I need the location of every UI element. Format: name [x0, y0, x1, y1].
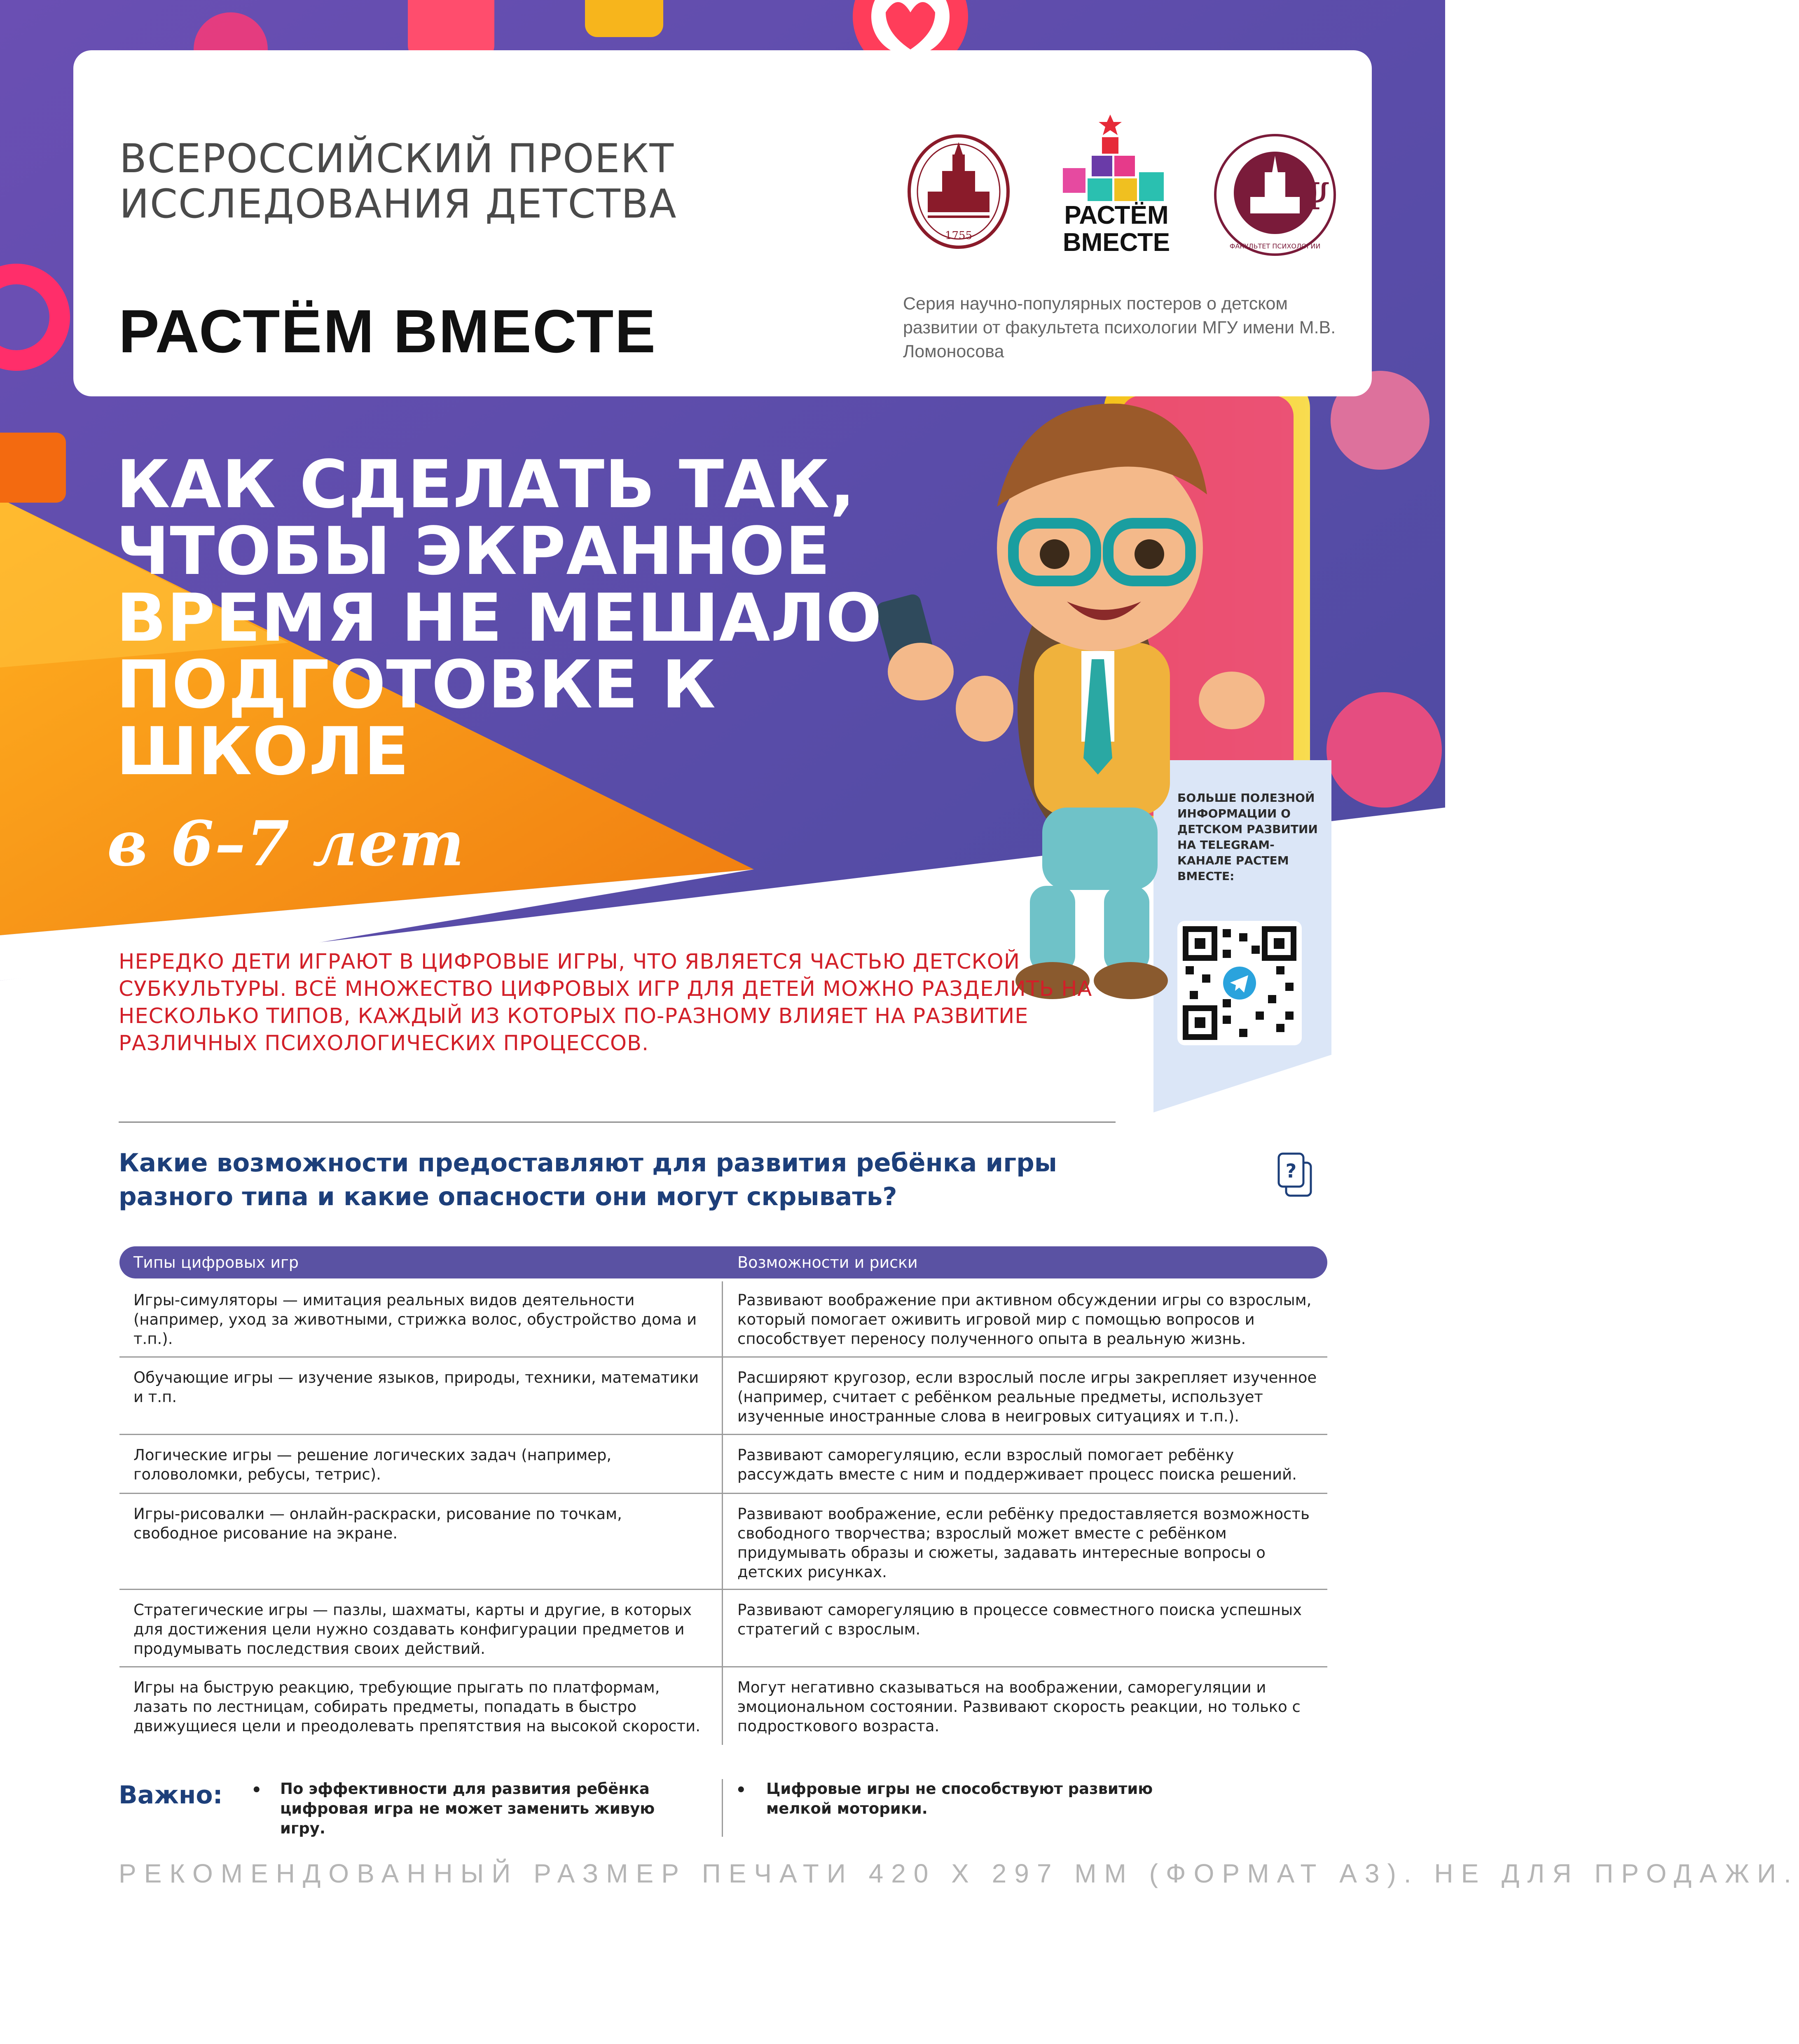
lightning-icon	[585, 0, 663, 37]
important-label: Важно:	[119, 1781, 223, 1810]
table-row	[119, 1495, 1327, 1590]
orange-cube-icon	[0, 433, 66, 503]
msu-logo-year: 1755	[945, 229, 973, 242]
question-icon	[1276, 1150, 1314, 1200]
psy-logo-text: ФАКУЛЬТЕТ ПСИХОЛОГИИ	[1229, 242, 1321, 250]
column-header-opportunities-risks: Возможности и риски	[737, 1253, 918, 1271]
main-title: КАК СДЕЛАТЬ ТАК, ЧТОБЫ ЭКРАННОЕ ВРЕМЯ НЕ МЕШАЛО ПОДГОТОВКЕ К ШКОЛЕ	[116, 446, 882, 790]
psychology-faculty-logo	[1211, 131, 1339, 259]
bullet: •	[736, 1781, 746, 1800]
qr-panel-text: БОЛЬШЕ ПОЛЕЗНОЙ ИНФОРМАЦИИ О ДЕТСКОМ РАЗВИТИИ НА TELEGRAM- КАНАЛЕ РАСТЕМ ВМЕСТЕ:	[1177, 791, 1318, 883]
row-divider	[119, 1493, 1327, 1494]
column-header-game-types: Типы цифровых игр	[133, 1253, 299, 1271]
table-row	[119, 1359, 1327, 1435]
table-row	[119, 1281, 1327, 1358]
row-divider	[119, 1666, 1327, 1667]
row-divider	[119, 1356, 1327, 1358]
msu-logo	[903, 130, 1014, 253]
column-divider	[722, 1281, 723, 1745]
game-type-cell: Игры-симуляторы — имитация реальных видов деятельности (например, уход за животными, стрижка волос, обустройство дома и т.п.).	[133, 1291, 697, 1348]
table-header	[119, 1246, 1327, 1278]
intro-text: НЕРЕДКО ДЕТИ ИГРАЮТ В ЦИФРОВЫЕ ИГРЫ, ЧТО ЯВЛЯЕТСЯ ЧАСТЬЮ ДЕТСКОЙ СУБКУЛЬТУРЫ. ВСЁ МНОЖЕСТВО ЦИФРОВЫХ ИГР ДЛЯ ДЕТЕЙ МОЖНО РАЗДЕЛИТЬ НА НЕСКОЛЬКО ТИПОВ, КАЖДЫЙ ИЗ КОТОРЫХ ПО-РАЗНОМУ ВЛИЯЕТ НА РАЗВИТИЕ РАЗЛИЧНЫХ ПСИХОЛОГИЧЕСКИХ ПРОЦЕССОВ.	[119, 950, 1093, 1056]
table-row	[119, 1436, 1327, 1494]
effect-cell: Развивают воображение, если ребёнку предоставляется возможность свободного творчества; взрослый может вместе с ребёнком придумывать образы и сюжеты, задавать интересные вопросы о детских рисунках.	[737, 1505, 1310, 1581]
game-type-cell: Игры-рисовалки — онлайн-раскраски, рисование по точкам, свободное рисование на экране.	[133, 1505, 622, 1542]
telegram-qr-code[interactable]	[1177, 921, 1302, 1045]
row-divider	[119, 1434, 1327, 1435]
effect-cell: Расширяют кругозор, если взрослый после игры закрепляет изученное (например, считает с ребёнком реальные предметы, использует изученные иностранные слова в неигровых ситуациях и т.п.).	[737, 1369, 1317, 1425]
effect-cell: Развивают саморегуляцию, если взрослый помогает ребёнку рассуждать вместе с ним и поддерживает процесс поиска решений.	[737, 1446, 1297, 1483]
bullet: •	[251, 1781, 262, 1800]
project-title: РАСТЁМ ВМЕСТЕ	[119, 297, 657, 365]
game-type-cell: Обучающие игры — изучение языков, природы, техники, математики и т.п.	[133, 1369, 699, 1406]
game-type-cell: Логические игры — решение логических задач (например, головоломки, ребусы, тетрис).	[133, 1446, 612, 1483]
project-subtitle: ВСЕРОССИЙСКИЙ ПРОЕКТ ИССЛЕДОВАНИЯ ДЕТСТВА	[119, 136, 677, 227]
rastem-vmeste-logo-text: РАСТЁМ ВМЕСТЕ	[1062, 201, 1170, 257]
effect-cell: Развивают воображение при активном обсуждении игры со взрослым, который помогает оживить игровой мир с помощью вопросов и способствует переносу полученного опыта в реальную жизнь.	[737, 1291, 1312, 1348]
table-row	[119, 1591, 1327, 1667]
question-heading: Какие возможности предоставляют для развития ребёнка игры разного типа и какие опасности они могут скрывать?	[119, 1148, 1057, 1211]
age-subtitle: в 6–7 лет	[107, 808, 465, 880]
table-row	[119, 1669, 1327, 1745]
important-item: Цифровые игры не способствуют развитию мелкой моторики.	[766, 1780, 1153, 1817]
print-size-note: РЕКОМЕНДОВАННЫЙ РАЗМЕР ПЕЧАТИ 420 Х 297 ММ (ФОРМАТ А3). НЕ ДЛЯ ПРОДАЖИ.	[119, 1859, 1799, 1888]
important-item: По эффективности для развития ребёнка цифровая игра не может заменить живую игру.	[280, 1780, 655, 1837]
divider	[119, 1122, 1116, 1123]
game-type-cell: Стратегические игры — пазлы, шахматы, карты и другие, в которых для достижения цели нужно создавать конфигурации предметов и продумывать последствия своих действий.	[133, 1601, 692, 1658]
row-divider	[119, 1589, 1327, 1590]
effect-cell: Развивают саморегуляцию в процессе совместного поиска успешных стратегий с взрослым.	[737, 1601, 1302, 1638]
game-type-cell: Игры на быструю реакцию, требующие прыгать по платформам, лазать по лестницам, собирать предметы, попадать в быстро движущиеся цели и преодолевать препятствия на высокой скорости.	[133, 1679, 700, 1735]
svg-text:Ψ: Ψ	[1298, 175, 1330, 218]
important-divider	[722, 1779, 723, 1837]
svg-text:?: ?	[1285, 1160, 1297, 1182]
effect-cell: Могут негативно сказываться на воображении, саморегуляции и эмоциональном состоянии. Развивают скорость реакции, но только с подросткового возраста.	[737, 1679, 1301, 1735]
series-description: Серия научно-популярных постеров о детском развитии от факультета психологии МГУ имени М.В. Ломоносова	[903, 294, 1336, 361]
